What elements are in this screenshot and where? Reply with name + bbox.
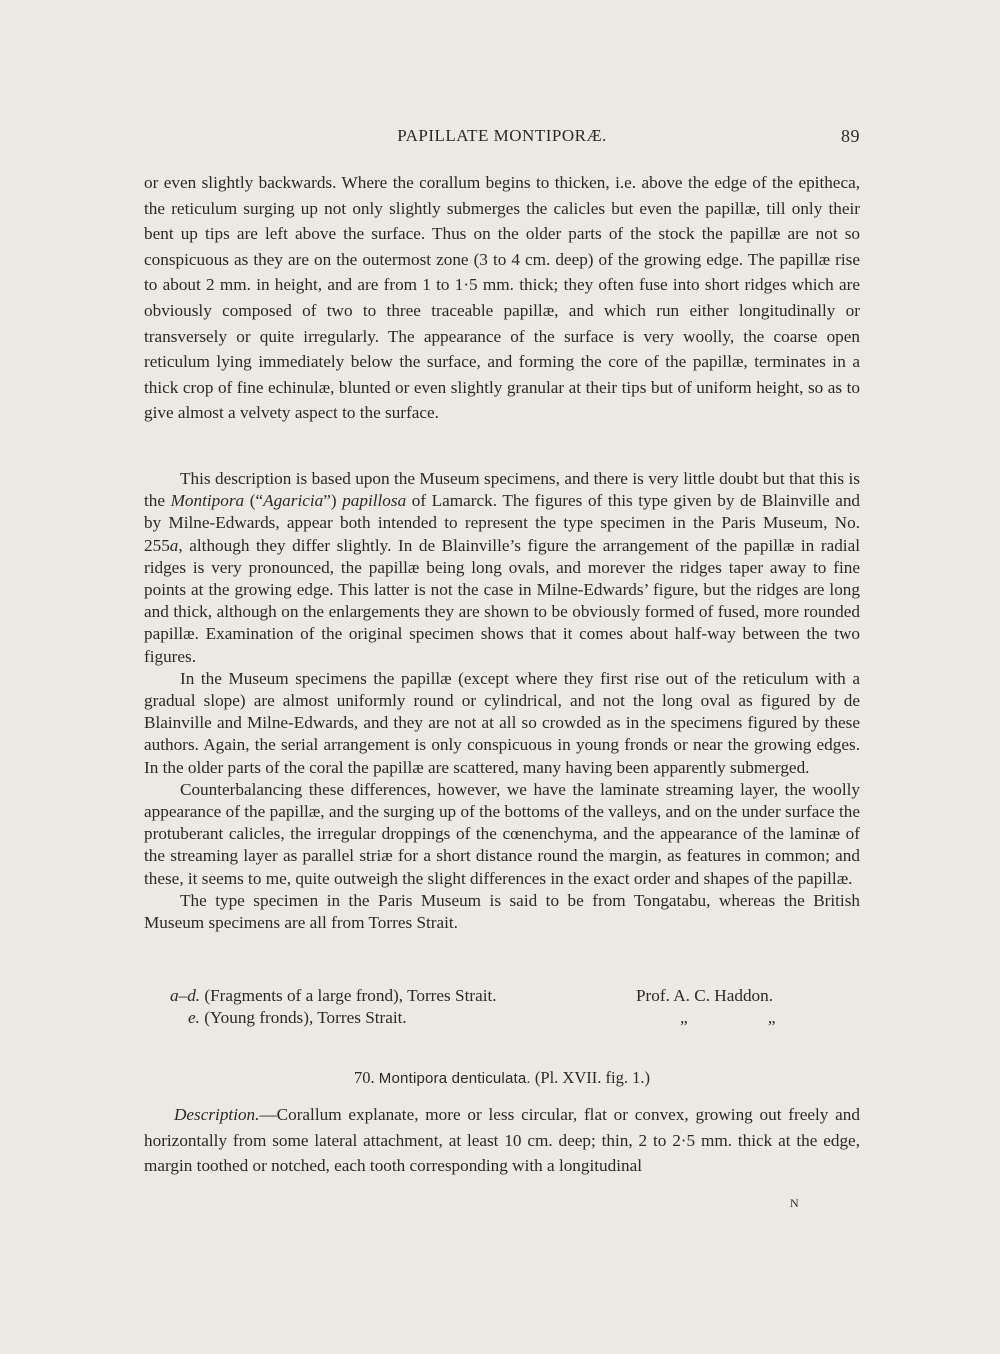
paragraph-type-specimen: The type specimen in the Paris Museum is said to be from Tongatabu, whereas the British Museum specimens are all from Torres Strait. — [144, 890, 860, 933]
genus-italic: Montipora — [170, 491, 245, 511]
text-run: of Lamarck. The figures of this type given by de Blainville and by Milne-Edwards, appear both intended to represent the type specimen in the Paris Museum, No. 255 — [144, 491, 861, 555]
specimen-key: e. — [188, 1008, 200, 1027]
paragraph-counterbalancing: Counterbalancing these differences, however, we have the laminate streaming layer, the woolly appearance of the papillæ, and the surging up of the bottoms of the valleys, and on the under surface the protuberant calicles, the irregular droppings of the cœnenchyma, and the appearance of the laminæ of the streaming layer as parallel striæ for a short distance round the margin, as features in common; and these, it seems to me, quite outweigh the slight differences in the exact order and shapes of the papillæ. — [144, 779, 860, 888]
specimen-letter-italic: a — [169, 535, 179, 555]
plate-reference: (Pl. XVII. fig. 1.) — [534, 1068, 650, 1087]
page-number: 89 — [841, 126, 860, 146]
specimen-row — [170, 1007, 830, 1029]
ditto-marks: „ „ — [680, 1008, 814, 1027]
text-run: ”) — [323, 491, 343, 511]
signature-mark: N — [790, 1196, 800, 1210]
description-paragraph — [144, 1102, 860, 1179]
papillosa-italic: papillosa — [342, 491, 407, 511]
species-number: 70. — [354, 1068, 375, 1087]
paragraph-description-basis — [144, 468, 860, 668]
text-run: This description is based upon the Museum specimens, and there is very little doubt but that this is the — [144, 469, 860, 511]
specimen-list — [170, 985, 830, 1029]
specimen-label — [170, 985, 497, 1007]
text-run: , although they differ slightly. In de Blainville’s figure the arrangement of the papillæ in radial ridges is very pronounced, the papillæ being long ovals, and morever the ridges taper away to fine points at the growing edge. This latter is not the case in Milne-Edwards’ figure, but the ridges are long and thick, although on the enlargements they are shown to be obviously formed of fused, more rounded papillæ. Examination of the original specimen shows that it comes about half-way between the two figures. — [144, 535, 860, 666]
specimen-label — [188, 1007, 407, 1029]
description-text: —Corallum explanate, more or less circular, flat or convex, growing out freely and horizontally from some lateral attachment, at least 10 cm. deep; thin, 2 to 2·5 mm. thick at the edge, margin toothed or notched, each tooth corresponding with a longitudinal — [144, 1105, 860, 1176]
specimen-text: (Fragments of a large frond), Torres Strait. — [200, 986, 497, 1005]
specimen-collector: Prof. A. C. Haddon. — [636, 986, 774, 1005]
species-name: Montipora denticulata. — [378, 1070, 531, 1087]
specimen-text: (Young fronds), Torres Strait. — [199, 1008, 407, 1027]
running-title: PAPILLATE MONTIPORÆ. — [397, 126, 607, 145]
text-run: (“ — [244, 491, 264, 511]
discussion-block — [144, 468, 860, 934]
species-heading — [144, 1068, 860, 1088]
description-label: Description. — [174, 1105, 260, 1124]
running-header — [144, 126, 860, 152]
agaricia-italic: Agaricia — [263, 491, 324, 511]
specimen-key: a–d. — [170, 986, 201, 1005]
paragraph-continued: or even slightly backwards. Where the corallum begins to thicken, i.e. above the edge of the epitheca, the reticulum surging up not only slightly submerges the calicles but even the papillæ, till only their bent up tips are left above the surface. Thus on the older parts of the stock the papillæ are not so conspicuous as they are on the outermost zone (3 to 4 cm. deep) of the growing edge. The papillæ rise to about 2 mm. in height, and are from 1 to 1·5 mm. thick; they often fuse into short ridges which are obviously composed of two to three traceable papillæ, and which run either longitudinally or transversely or quite irregularly. The appearance of the surface is very woolly, the coarse open reticulum lying immediately below the surface, and forming the core of the papillæ, terminates in a thick crop of fine echinulæ, blunted or even slightly granular at their tips but of uniform height, so as to give almost a velvety aspect to the surface. — [144, 173, 860, 423]
paragraph-museum-specimens: In the Museum specimens the papillæ (except where they first rise out of the reticulum with a gradual slope) are almost uniformly round or cylindrical, and not the long oval as figured by de Blainville and Milne-Edwards, and they are not at all so crowded as in the specimens figured by these authors. Again, the serial arrangement is only conspicuous in young fronds or near the growing edges. In the older parts of the coral the papillæ are scattered, many having been apparently submerged. — [144, 668, 860, 777]
specimen-row — [170, 985, 830, 1007]
